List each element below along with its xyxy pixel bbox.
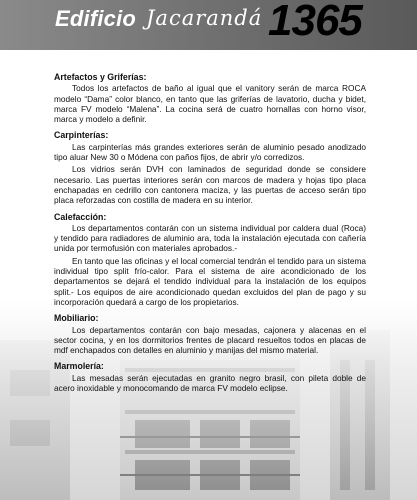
paragraph: Los departamentos contarán con bajo mesadas, cajonera y alacenas en el sector cocina, y en los dormitorios frentes de placard resueltos todos en placas de mdf enchapados con detalles en aluminio y manijas del mismo material. (54, 324, 366, 356)
title-jacaranda: Jacarandá (146, 6, 263, 30)
section-carpinterias (54, 130, 366, 205)
title-edificio: Edificio (55, 6, 137, 31)
paragraph: Los departamentos contarán con un sistema individual por caldera dual (Roca) y tendido para radiadores de aluminio ara, toda la instalación ejecutada con cañería unida por termofusión con materiales aprobados.- (54, 222, 366, 254)
building-number: 1365 (268, 0, 362, 45)
header-banner (0, 0, 417, 50)
specifications-text (54, 72, 366, 399)
paragraph: Todos los artefactos de baño al igual que el vanitory serán de marca ROCA modelo “Dama” color blanco, en tanto que las griferías de lavatorio, ducha y bidet, marca FV modelo “Malena”. La cocina será de cuatro hornallas con horno visor, marca y modelo a definir. (54, 83, 366, 125)
section-heading: Artefactos y Griferías: (54, 72, 147, 82)
section-marmoleria (54, 361, 366, 393)
paragraph: Las carpinterías más grandes exteriores serán de aluminio pesado anodizado tipo aluar New 30 o Módena con paños fijos, de abrir y/o corredizos. (54, 141, 366, 163)
section-calefaccion (54, 212, 366, 308)
section-heading: Carpinterías: (54, 130, 109, 141)
section-artefactos (54, 72, 366, 124)
paragraph: Las mesadas serán ejecutadas en granito negro brasil, con pileta doble de acero inoxidable y monocomando de marca FV modelo eclipse. (54, 372, 366, 394)
section-heading: Mobiliario: (54, 313, 99, 324)
section-heading: Calefacción: (54, 211, 107, 222)
paragraph: Los vidrios serán DVH con laminados de seguridad donde se considere necesario. Las puertas interiores serán con marcos de madera y hojas tipo placa enchapadas en cedrillo con cantonera maciza, y las puertas de acceso serán tipo placa reforzadas con costilla de madera en su interior. (54, 164, 366, 206)
section-mobiliario (54, 313, 366, 355)
section-heading: Marmolería: (54, 361, 104, 372)
paragraph: En tanto que las oficinas y el local comercial tendrán el tendido para un sistema individual tipo split frío-calor. Para el sistema de aire acondicionado de los departamentos se dejará el tendido individual para la instalación de los equipos split.- Los equipos de aire acondicionado quedan excluidos del plan de pago y su incorporación quedará a cargo de los propietarios. (54, 255, 366, 307)
